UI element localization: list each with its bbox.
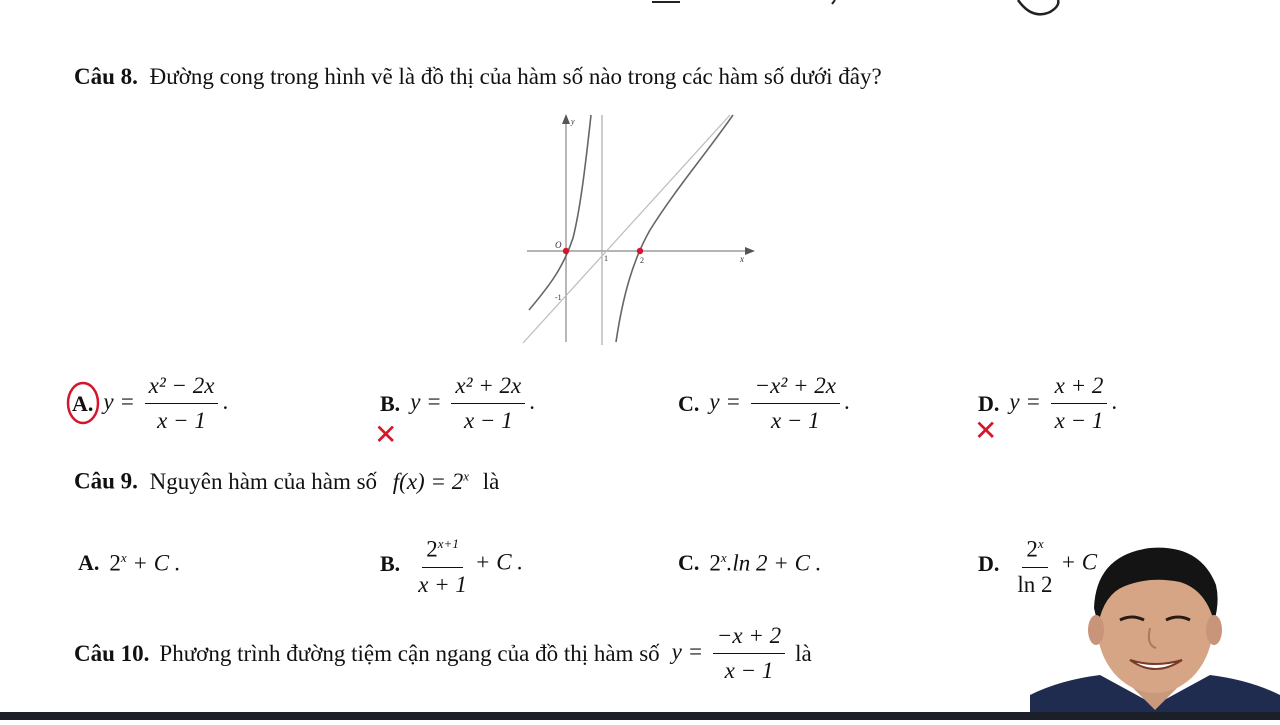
question-10-tail: là bbox=[795, 640, 812, 666]
question-9-function-exponent: x bbox=[463, 468, 470, 483]
q8-option-c[interactable] bbox=[678, 372, 850, 435]
q8-option-a-label: A. bbox=[72, 390, 94, 416]
q9-option-b-rest: + C . bbox=[474, 549, 524, 575]
y-axis-label: y bbox=[571, 117, 575, 126]
curve-right-branch bbox=[616, 115, 733, 342]
q8-option-c-numerator: −x² + 2x bbox=[751, 372, 840, 404]
circle-mark-icon bbox=[64, 376, 104, 428]
q8-option-b-denominator: x − 1 bbox=[463, 408, 513, 433]
question-10-text: Phương trình đường tiệm cận ngang của đồ thị hàm số bbox=[159, 640, 660, 666]
oblique-asymptote bbox=[523, 115, 730, 343]
question-10-denominator: x − 1 bbox=[724, 658, 774, 683]
q8-option-d-lhs: y = bbox=[1009, 388, 1041, 414]
q8-option-c-label: C. bbox=[678, 390, 700, 416]
q8-option-b[interactable] bbox=[380, 372, 535, 435]
q8-option-b-label: B. bbox=[380, 390, 401, 416]
q8-option-a[interactable] bbox=[72, 372, 228, 435]
bottom-edge-strip bbox=[0, 712, 1280, 720]
q9-option-b-label: B. bbox=[380, 551, 401, 577]
q9-option-c-base: 2 bbox=[709, 550, 721, 576]
q9-option-c[interactable] bbox=[678, 550, 821, 577]
tick-2-label: 2 bbox=[640, 256, 644, 265]
q9-option-d-rest: + C bbox=[1060, 549, 1098, 575]
q9-option-a-exponent: x bbox=[120, 550, 127, 565]
q8-option-c-tail: . bbox=[843, 388, 850, 414]
tick-1-label: 1 bbox=[604, 254, 608, 263]
q9-option-d-denominator: ln 2 bbox=[1017, 571, 1053, 597]
q8-option-d-cross-icon: ✕ bbox=[974, 414, 998, 447]
question-9-text: Nguyên hàm của hàm số bbox=[149, 468, 378, 494]
q8-option-b-tail: . bbox=[529, 388, 536, 414]
q9-option-b[interactable] bbox=[380, 530, 523, 599]
y-axis-arrow-icon bbox=[562, 114, 570, 124]
question-9-label: Câu 9. bbox=[74, 468, 138, 494]
question-9-title bbox=[74, 468, 499, 495]
question-10-title bbox=[74, 622, 812, 685]
q8-option-c-lhs: y = bbox=[709, 388, 741, 414]
q8-option-b-numerator: x² + 2x bbox=[451, 372, 525, 404]
graph-svg bbox=[515, 110, 765, 350]
question-10-label: Câu 10. bbox=[74, 640, 150, 666]
point-x2 bbox=[637, 248, 643, 254]
presenter-avatar-icon bbox=[1030, 530, 1280, 720]
q8-option-d-denominator: x − 1 bbox=[1054, 408, 1104, 433]
q8-option-d-label: D. bbox=[978, 390, 1000, 416]
curve-left-branch bbox=[529, 115, 591, 310]
q8-option-b-cross-icon: ✕ bbox=[374, 418, 398, 451]
question-9-function: f(x) = 2 bbox=[392, 468, 464, 494]
function-graph bbox=[515, 110, 765, 350]
point-origin bbox=[563, 248, 569, 254]
origin-label: O bbox=[555, 240, 562, 250]
question-9-tail: là bbox=[482, 468, 500, 494]
x-axis-arrow-icon bbox=[745, 247, 755, 255]
question-8-text: Đường cong trong hình vẽ là đồ thị của hàm số nào trong các hàm số dưới đây? bbox=[149, 64, 882, 89]
q8-option-a-lhs: y = bbox=[103, 388, 135, 414]
q8-option-d-tail: . bbox=[1111, 388, 1118, 414]
top-pen-marks bbox=[640, 0, 1100, 20]
x-axis-label: x bbox=[740, 254, 744, 264]
q8-option-a-numerator: x² − 2x bbox=[145, 372, 219, 404]
q9-option-d-numerator-exponent: x bbox=[1037, 536, 1044, 551]
presenter-webcam bbox=[1030, 530, 1280, 720]
q9-option-d-label: D. bbox=[978, 551, 1000, 577]
question-8-label: Câu 8. bbox=[74, 64, 138, 89]
question-10-numerator: −x + 2 bbox=[713, 622, 785, 654]
q8-option-d[interactable] bbox=[978, 372, 1117, 435]
q8-option-a-tail: . bbox=[222, 388, 229, 414]
q9-option-d-numerator: 2 bbox=[1026, 536, 1038, 562]
q9-option-c-label: C. bbox=[678, 550, 700, 576]
q8-option-a-denominator: x − 1 bbox=[157, 408, 206, 433]
q9-option-a-rest: + C . bbox=[126, 550, 181, 576]
q9-option-c-rest: .ln 2 + C . bbox=[726, 550, 822, 576]
q9-option-a-base: 2 bbox=[109, 550, 121, 576]
q8-option-c-denominator: x − 1 bbox=[770, 408, 820, 433]
pen-stroke-icon bbox=[640, 0, 1100, 20]
q9-option-a-label: A. bbox=[78, 550, 100, 576]
question-10-lhs: y = bbox=[671, 638, 704, 664]
q8-option-b-lhs: y = bbox=[410, 388, 442, 414]
q9-option-a[interactable] bbox=[78, 550, 181, 577]
tick-neg1-label: -1 bbox=[555, 293, 562, 302]
q9-option-b-numerator-exponent: x+1 bbox=[437, 536, 459, 551]
q9-option-b-numerator: 2 bbox=[426, 536, 438, 562]
question-8-title bbox=[74, 64, 882, 90]
q9-option-c-exponent: x bbox=[720, 550, 727, 565]
q9-option-b-denominator: x + 1 bbox=[418, 571, 467, 597]
q8-option-d-numerator: x + 2 bbox=[1051, 372, 1108, 404]
